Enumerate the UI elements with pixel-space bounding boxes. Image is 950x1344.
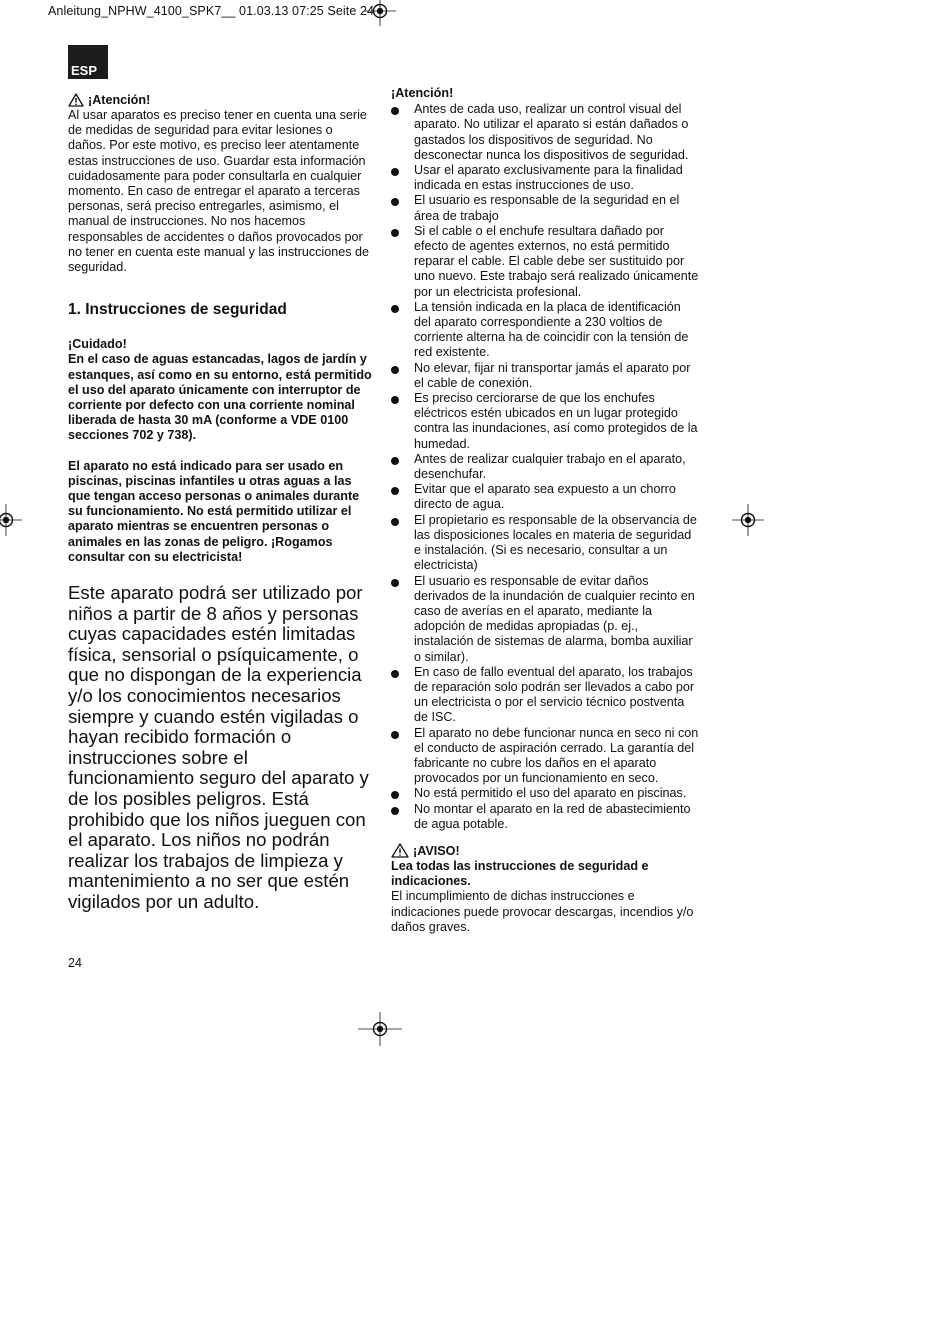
list-item: Antes de cada uso, realizar un control visual del aparato. No utilizar el aparato si están dañados o gastados los dispositivos de seguridad. No desconectar nunca los dispositivos de seguridad. [391,102,701,163]
left-column [68,92,373,913]
list-item: En caso de fallo eventual del aparato, los trabajos de reparación solo podrán ser llevados a cabo por un electricista o por el servicio técnico postventa de ISC. [391,665,701,726]
registration-mark-icon [0,504,22,536]
list-item: El aparato no debe funcionar nunca en seco ni con el conducto de aspiración cerrado. La garantía del fabricante no cubre los daños en el aparato provocados por un funcionamiento en seco. [391,726,701,787]
page-number: 24 [68,956,82,970]
warning-triangle-icon [391,843,409,858]
aviso-title: ¡AVISO! [413,843,460,858]
section-title: 1. Instrucciones de seguridad [68,301,287,319]
aviso-text: El incumplimiento de dichas instrucciones e indicaciones puede provocar descargas, incendios y/o daños graves. [391,889,694,934]
attention-title-right: ¡Atención! [391,86,454,100]
list-item: El propietario es responsable de la observancia de las disposiciones locales en materia de seguridad e instalación. (Si es necesario, consultar a un electricista) [391,513,701,574]
list-item: Antes de realizar cualquier trabajo en el aparato, desenchufar. [391,452,701,482]
list-item: No está permitido el uso del aparato en piscinas. [391,786,701,801]
children-notice: Este aparato podrá ser utilizado por niños a partir de 8 años y personas cuyas capacidades estén limitadas física, sensorial o psíquicamente, o que no dispongan de la experiencia y/o los conocimientos necesarios siempre y cuando estén vigiladas o hayan recibido formación o instrucciones sobre el funcionamiento seguro del aparato y de los posibles peligros. Está prohibido que los niños jueguen con el aparato. Los niños no podrán realizar los trabajos de limpieza y mantenimiento a no ser que estén vigilados por un adulto. [68,582,369,912]
list-item: La tensión indicada en la placa de identificación del aparato correspondiente a 230 voltios de corriente alterna ha de coincidir con la tensión de red existente. [391,300,701,361]
attention-heading [68,92,373,108]
attention-text: Al usar aparatos es preciso tener en cuenta una serie de medidas de seguridad para evitar lesiones o daños. Por este motivo, es preciso leer atentamente estas instrucciones de uso. Guardar esta información cuidadosamente para poder consultarla en cualquier momento. En caso de entregar el aparato a terceras personas, será preciso entregarles, asimismo, el manual de instrucciones. No nos hacemos responsables de accidentes o daños provocados por no tener en cuenta este manual y las instrucciones de seguridad. [68,108,370,275]
print-header: Anleitung_NPHW_4100_SPK7__ 01.03.13 07:25 Seite 24 [48,4,375,18]
list-item: El usuario es responsable de evitar daños derivados de la inundación de cualquier recinto en caso de averías en el aparato, mediante la adopción de medidas apropiadas (p. ej., instalación de sistemas de alarma, bomba auxiliar o similar). [391,574,701,665]
list-item: Evitar que el aparato sea expuesto a un chorro directo de agua. [391,482,701,512]
list-item: El usuario es responsable de la seguridad en el área de trabajo [391,193,701,223]
caution-title: ¡Cuidado! [68,337,127,352]
aviso-heading [391,843,701,859]
aviso-block [391,843,701,935]
list-item: Es preciso cerciorarse de que los enchufes eléctricos estén ubicados en un lugar protegido contra las inundaciones, así como protegidos de la humedad. [391,391,701,452]
list-item: No montar el aparato en la red de abastecimiento de agua potable. [391,802,701,832]
aviso-bold-text: Lea todas las instrucciones de seguridad e indicaciones. [391,858,649,889]
registration-mark-icon [364,0,396,26]
list-item: No elevar, fijar ni transportar jamás el aparato por el cable de conexión. [391,361,701,391]
registration-mark-icon [732,504,764,536]
safety-list [391,102,701,832]
warning-triangle-icon [68,93,84,107]
caution-text: En el caso de aguas estancadas, lagos de jardín y estanques, así como en su entorno, está permitido el uso del aparato únicamente con interruptor de corriente por defecto con una corriente nominal liberada de hasta 30 mA (conforme a VDE 0100 secciones 702 y 738). [68,352,372,443]
language-tab: ESP [68,45,108,79]
pool-warning-text: El aparato no está indicado para ser usado en piscinas, piscinas infantiles u otras aguas a las que tengan acceso personas o animales durante su funcionamiento. No está permitido utilizar el aparato mientras se encuentren personas o animales en las zonas de peligro. ¡Rogamos consultar con su electricista! [68,458,360,564]
list-item: Si el cable o el enchufe resultara dañado por efecto de agentes externos, no está permitido reparar el cable. El cable debe ser sustituido por uno nuevo. Este trabajo será realizado únicamente por un electricista profesional. [391,224,701,300]
registration-mark-icon [358,1012,402,1046]
right-column [391,86,701,935]
attention-title: ¡Atención! [88,93,151,107]
list-item: Usar el aparato exclusivamente para la finalidad indicada en estas instrucciones de uso. [391,163,701,193]
